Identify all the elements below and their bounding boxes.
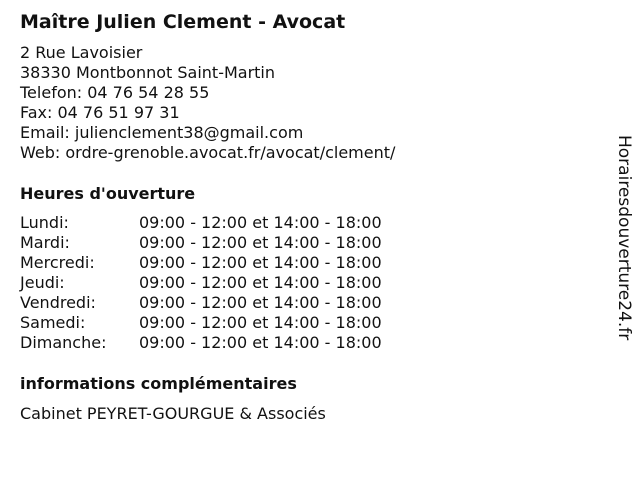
hours-day: Jeudi:	[20, 273, 65, 292]
opening-hours-heading: Heures d'ouverture	[20, 184, 196, 203]
address-city: 38330 Montbonnot Saint-Martin	[20, 63, 276, 82]
hours-row-tuesday	[20, 233, 440, 253]
phone-number: Telefon: 04 76 54 28 55	[20, 83, 210, 102]
website: Web: ordre-grenoble.avocat.fr/avocat/clement/	[20, 143, 396, 162]
site-watermark: Horairesdouverture24.fr	[614, 135, 634, 341]
hours-day: Mardi:	[20, 233, 70, 252]
hours-time: 09:00 - 12:00 et 14:00 - 18:00	[139, 273, 382, 292]
hours-time: 09:00 - 12:00 et 14:00 - 18:00	[139, 213, 382, 232]
hours-time: 09:00 - 12:00 et 14:00 - 18:00	[139, 313, 382, 332]
hours-time: 09:00 - 12:00 et 14:00 - 18:00	[139, 333, 382, 352]
contact-block	[20, 43, 395, 163]
fax-number: Fax: 04 76 51 97 31	[20, 103, 180, 122]
hours-day: Samedi:	[20, 313, 86, 332]
hours-day: Mercredi:	[20, 253, 95, 272]
hours-row-saturday	[20, 313, 440, 333]
additional-info-heading: informations complémentaires	[20, 374, 297, 393]
additional-info-text: Cabinet PEYRET-GOURGUE & Associés	[20, 404, 326, 423]
page-title: Maître Julien Clement - Avocat	[20, 11, 346, 33]
opening-hours-table	[20, 213, 440, 353]
hours-day: Lundi:	[20, 213, 69, 232]
hours-day: Vendredi:	[20, 293, 96, 312]
hours-row-thursday	[20, 273, 440, 293]
hours-time: 09:00 - 12:00 et 14:00 - 18:00	[139, 233, 382, 252]
hours-time: 09:00 - 12:00 et 14:00 - 18:00	[139, 253, 382, 272]
email-address: Email: julienclement38@gmail.com	[20, 123, 304, 142]
hours-row-sunday	[20, 333, 440, 353]
hours-row-wednesday	[20, 253, 440, 273]
hours-day: Dimanche:	[20, 333, 107, 352]
hours-row-monday	[20, 213, 440, 233]
hours-time: 09:00 - 12:00 et 14:00 - 18:00	[139, 293, 382, 312]
address-street: 2 Rue Lavoisier	[20, 43, 143, 62]
hours-row-friday	[20, 293, 440, 313]
